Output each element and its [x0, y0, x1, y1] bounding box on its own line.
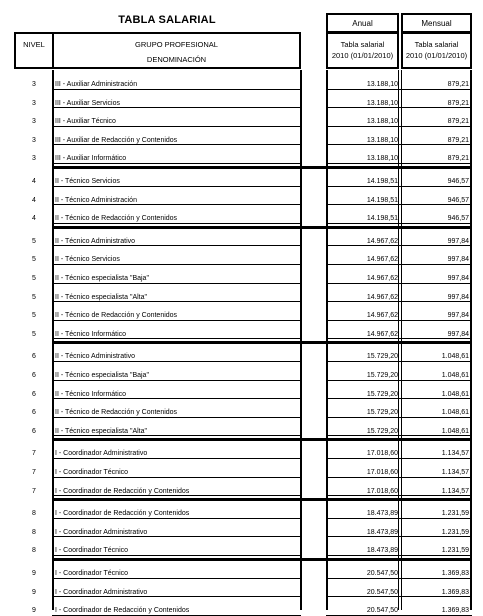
- anual-header-cell: [326, 13, 399, 33]
- nivel-header-cell: [14, 32, 54, 69]
- row-underline-grupo: [52, 518, 301, 519]
- row-underline-grupo: [52, 144, 301, 145]
- table-row: [0, 501, 483, 519]
- table-row: [0, 460, 483, 478]
- row-underline-grupo: [52, 163, 301, 164]
- grupo-cell: I - Coordinador Técnico: [55, 570, 129, 577]
- table-row: [0, 109, 483, 127]
- mensual-cell: 997,84: [447, 312, 469, 320]
- grupo-cell: II - Técnico especialista "Baja": [55, 372, 149, 379]
- anual-cell: 14.967,62: [366, 330, 398, 338]
- table-row: [0, 382, 483, 400]
- nivel-cell: 4: [32, 178, 36, 185]
- nivel-cell: 3: [32, 118, 36, 126]
- table-row: [0, 266, 483, 284]
- row-underline-grupo: [52, 264, 301, 265]
- anual-cell: 14.967,62: [366, 275, 398, 282]
- anual-cell: 13.188,10: [366, 118, 398, 126]
- row-underline-values: [326, 435, 472, 436]
- anual-cell: 13.188,10: [366, 155, 398, 163]
- table-row: [0, 146, 483, 164]
- mensual-cell: 997,84: [447, 275, 469, 282]
- nivel-cell: 6: [32, 390, 36, 398]
- grupo-cell: II - Técnico Servicios: [55, 178, 120, 185]
- mensual-header-label: Mensual: [421, 19, 452, 28]
- grupo-cell: I - Coordinador Administrativo: [55, 528, 148, 536]
- anual-cell: 15.729,20: [366, 353, 398, 361]
- grupo-cell: III - Auxiliar Informático: [55, 155, 127, 163]
- nivel-cell: 6: [32, 427, 36, 435]
- mensual-cell: 1.134,57: [441, 469, 469, 476]
- row-underline-grupo: [52, 380, 301, 381]
- row-underline-values: [326, 107, 472, 108]
- row-underline-values: [326, 301, 472, 302]
- table-row: [0, 128, 483, 146]
- anual-cell: 20.547,50: [366, 588, 398, 596]
- mensual-cell: 879,21: [447, 81, 469, 88]
- anual-cell: 13.188,10: [366, 136, 398, 144]
- mensual-cell: 997,84: [447, 256, 469, 264]
- mensual-cell: 946,57: [447, 196, 469, 204]
- table-row: [0, 344, 483, 362]
- table-row: [0, 91, 483, 109]
- row-underline-values: [326, 536, 472, 537]
- row-underline-values: [326, 417, 472, 418]
- row-underline-grupo: [52, 301, 301, 302]
- row-underline-values: [326, 518, 472, 519]
- page-title: TABLA SALARIAL: [118, 14, 216, 26]
- mensual-subheader-cell: [401, 32, 472, 69]
- nivel-cell: 9: [32, 588, 36, 596]
- nivel-cell: 3: [32, 136, 36, 144]
- table-row: [0, 303, 483, 321]
- row-underline-grupo: [52, 435, 301, 436]
- nivel-cell: 5: [32, 237, 36, 245]
- anual-cell: 20.547,50: [366, 570, 398, 577]
- mensual-cell: 997,84: [447, 237, 469, 245]
- grupo-cell: II - Técnico Administrativo: [55, 353, 136, 361]
- row-underline-grupo: [52, 107, 301, 108]
- row-underline-grupo: [52, 361, 301, 362]
- grupo-cell: I - Coordinador Administrativo: [55, 450, 148, 458]
- column-border: [401, 70, 402, 610]
- grupo-cell: I - Coordinador de Redacción y Contenidos: [55, 510, 190, 518]
- mensual-cell: 1.134,57: [441, 487, 469, 495]
- mensual-header-cell: [401, 13, 472, 33]
- row-underline-values: [326, 163, 472, 164]
- row-underline-values: [326, 495, 472, 496]
- row-underline-values: [326, 398, 472, 399]
- anual-subheader-line2: 2010 (01/01/2010): [331, 51, 394, 60]
- anual-cell: 13.188,10: [366, 99, 398, 107]
- table-row: [0, 188, 483, 206]
- row-underline-values: [326, 320, 472, 321]
- row-underline-grupo: [52, 89, 301, 90]
- nivel-cell: 9: [32, 607, 36, 615]
- anual-cell: 17.018,60: [366, 469, 398, 476]
- mensual-cell: 879,21: [447, 99, 469, 107]
- anual-header-label: Anual: [352, 19, 373, 28]
- nivel-cell: 6: [32, 372, 36, 379]
- column-border: [326, 70, 328, 610]
- column-border: [300, 70, 302, 610]
- anual-cell: 13.188,10: [366, 81, 398, 88]
- nivel-cell: 8: [32, 547, 36, 555]
- table-row: [0, 400, 483, 418]
- grupo-cell: II - Técnico de Redacción y Contenidos: [55, 409, 178, 417]
- anual-cell: 14.967,62: [366, 256, 398, 264]
- anual-cell: 15.729,20: [366, 390, 398, 398]
- anual-cell: 14.967,62: [366, 293, 398, 301]
- mensual-cell: 879,21: [447, 136, 469, 144]
- row-underline-grupo: [52, 126, 301, 127]
- anual-cell: 18.473,89: [366, 547, 398, 555]
- mensual-subheader-line1: Tabla salarial: [414, 40, 459, 49]
- nivel-cell: 5: [32, 256, 36, 264]
- row-underline-grupo: [52, 536, 301, 537]
- column-border: [52, 70, 54, 610]
- nivel-header-label: NIVEL: [23, 40, 45, 49]
- table-row: [0, 538, 483, 556]
- row-underline-grupo: [52, 283, 301, 284]
- table-row: [0, 479, 483, 497]
- grupo-cell: II - Técnico especialista "Alta": [55, 427, 147, 435]
- grupo-header-line2: DENOMINACIÓN: [146, 55, 207, 64]
- grupo-header-cell: [52, 32, 301, 69]
- row-underline-values: [326, 89, 472, 90]
- table-row: [0, 72, 483, 90]
- nivel-cell: 8: [32, 510, 36, 518]
- row-underline-values: [326, 555, 472, 556]
- grupo-cell: III - Auxiliar Servicios: [55, 99, 120, 107]
- mensual-cell: 1.048,61: [441, 353, 469, 361]
- anual-cell: 14.967,62: [366, 237, 398, 245]
- row-underline-grupo: [52, 578, 301, 579]
- row-underline-values: [326, 283, 472, 284]
- nivel-cell: 8: [32, 528, 36, 536]
- mensual-subheader-line2: 2010 (01/01/2010): [405, 51, 468, 60]
- row-underline-values: [326, 380, 472, 381]
- mensual-cell: 997,84: [447, 293, 469, 301]
- nivel-cell: 5: [32, 330, 36, 338]
- anual-cell: 14.198,51: [366, 196, 398, 204]
- anual-cell: 15.729,20: [366, 409, 398, 417]
- table-row: [0, 598, 483, 616]
- grupo-cell: II - Técnico de Redacción y Contenidos: [55, 215, 178, 223]
- table-row: [0, 419, 483, 437]
- row-underline-grupo: [52, 477, 301, 478]
- nivel-cell: 4: [32, 196, 36, 204]
- row-underline-grupo: [52, 338, 301, 339]
- grupo-cell: I - Coordinador de Redacción y Contenidos: [55, 607, 190, 615]
- grupo-cell: III - Auxiliar de Redacción y Contenidos: [55, 136, 178, 144]
- grupo-cell: I - Coordinador Técnico: [55, 547, 129, 555]
- table-row: [0, 247, 483, 265]
- row-underline-grupo: [52, 186, 301, 187]
- nivel-cell: 3: [32, 81, 36, 88]
- table-row: [0, 229, 483, 247]
- mensual-cell: 1.369,83: [441, 607, 469, 615]
- grupo-cell: III - Auxiliar Administración: [55, 81, 138, 88]
- row-underline-values: [326, 596, 472, 597]
- grupo-cell: II - Técnico Informático: [55, 390, 127, 398]
- nivel-cell: 7: [32, 487, 36, 495]
- row-underline-grupo: [52, 320, 301, 321]
- grupo-cell: II - Técnico Informático: [55, 330, 127, 338]
- row-underline-values: [326, 458, 472, 459]
- nivel-cell: 5: [32, 293, 36, 301]
- mensual-cell: 1.231,59: [441, 510, 469, 518]
- grupo-cell: I - Coordinador de Redacción y Contenidos: [55, 487, 190, 495]
- row-underline-values: [326, 338, 472, 339]
- row-underline-values: [326, 186, 472, 187]
- nivel-cell: 7: [32, 469, 36, 476]
- row-underline-grupo: [52, 398, 301, 399]
- row-underline-values: [326, 477, 472, 478]
- anual-cell: 15.729,20: [366, 427, 398, 435]
- anual-cell: 14.198,51: [366, 178, 398, 185]
- grupo-cell: II - Técnico especialista "Alta": [55, 293, 147, 301]
- anual-cell: 18.473,89: [366, 510, 398, 518]
- grupo-cell: III - Auxiliar Técnico: [55, 118, 116, 126]
- column-border: [398, 70, 399, 610]
- grupo-cell: I - Coordinador Administrativo: [55, 588, 148, 596]
- row-underline-grupo: [52, 596, 301, 597]
- nivel-cell: 5: [32, 312, 36, 320]
- row-underline-grupo: [52, 204, 301, 205]
- anual-cell: 18.473,89: [366, 528, 398, 536]
- grupo-cell: II - Técnico Administración: [55, 196, 137, 204]
- table-row: [0, 441, 483, 459]
- mensual-cell: 1.231,59: [441, 547, 469, 555]
- table-row: [0, 580, 483, 598]
- grupo-cell: II - Técnico especialista "Baja": [55, 275, 149, 282]
- mensual-cell: 1.369,83: [441, 588, 469, 596]
- row-underline-grupo: [52, 417, 301, 418]
- row-underline-grupo: [52, 458, 301, 459]
- anual-subheader-cell: [326, 32, 399, 69]
- row-underline-values: [326, 204, 472, 205]
- row-underline-values: [326, 144, 472, 145]
- nivel-cell: 7: [32, 450, 36, 458]
- row-underline-values: [326, 361, 472, 362]
- row-underline-grupo: [52, 245, 301, 246]
- anual-cell: 14.198,51: [366, 215, 398, 223]
- row-underline-grupo: [52, 223, 301, 224]
- anual-cell: 17.018,60: [366, 487, 398, 495]
- column-border: [470, 70, 472, 610]
- table-row: [0, 363, 483, 381]
- mensual-cell: 1.369,83: [441, 570, 469, 577]
- anual-cell: 15.729,20: [366, 372, 398, 379]
- row-underline-values: [326, 223, 472, 224]
- nivel-cell: 3: [32, 155, 36, 163]
- table-row: [0, 322, 483, 340]
- anual-subheader-line1: Tabla salarial: [340, 40, 385, 49]
- nivel-cell: 6: [32, 409, 36, 417]
- row-underline-values: [326, 126, 472, 127]
- table-row: [0, 520, 483, 538]
- grupo-cell: II - Técnico de Redacción y Contenidos: [55, 312, 178, 320]
- anual-cell: 14.967,62: [366, 312, 398, 320]
- grupo-cell: II - Técnico Servicios: [55, 256, 120, 264]
- mensual-cell: 1.231,59: [441, 528, 469, 536]
- mensual-cell: 997,84: [447, 330, 469, 338]
- row-underline-grupo: [52, 555, 301, 556]
- nivel-cell: 6: [32, 353, 36, 361]
- nivel-cell: 9: [32, 570, 36, 577]
- nivel-cell: 3: [32, 99, 36, 107]
- table-row: [0, 206, 483, 224]
- mensual-cell: 1.048,61: [441, 427, 469, 435]
- mensual-cell: 879,21: [447, 155, 469, 163]
- mensual-cell: 1.048,61: [441, 409, 469, 417]
- row-underline-grupo: [52, 495, 301, 496]
- row-underline-values: [326, 264, 472, 265]
- table-row: [0, 561, 483, 579]
- anual-cell: 20.547,50: [366, 607, 398, 615]
- table-row: [0, 285, 483, 303]
- grupo-header-line1: GRUPO PROFESIONAL: [135, 40, 218, 49]
- mensual-cell: 1.048,61: [441, 390, 469, 398]
- row-underline-values: [326, 245, 472, 246]
- grupo-cell: I - Coordinador Técnico: [55, 469, 129, 476]
- mensual-cell: 946,57: [447, 215, 469, 223]
- mensual-cell: 1.048,61: [441, 372, 469, 379]
- anual-cell: 17.018,60: [366, 450, 398, 458]
- nivel-cell: 5: [32, 275, 36, 282]
- mensual-cell: 879,21: [447, 118, 469, 126]
- mensual-cell: 1.134,57: [441, 450, 469, 458]
- mensual-cell: 946,57: [447, 178, 469, 185]
- table-row: [0, 169, 483, 187]
- row-underline-values: [326, 578, 472, 579]
- grupo-cell: II - Técnico Administrativo: [55, 237, 136, 245]
- nivel-cell: 4: [32, 215, 36, 223]
